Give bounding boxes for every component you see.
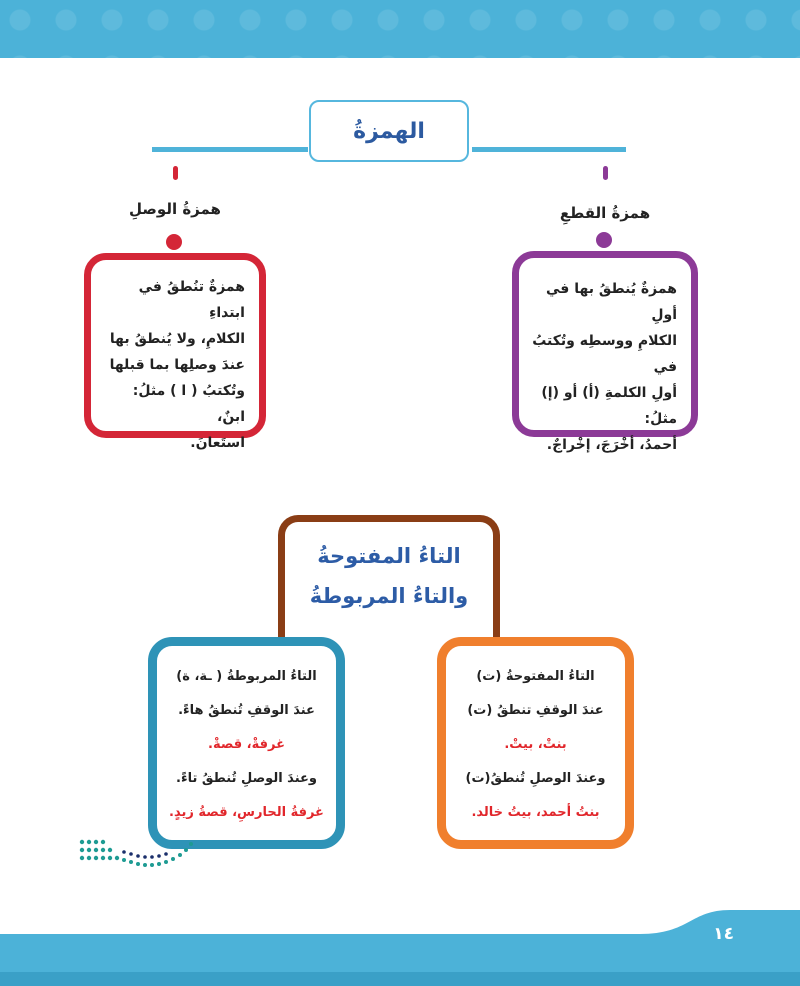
qat-line: أحمدُ، أخْرَجَ، إخْراجٌ. [546,437,677,453]
header-band [0,0,800,58]
qat-line: أولِ الكلمةِ (أ) أو (إ) مثلُ: [541,385,677,427]
maftuha-rule1: عندَ الوقفِ تنطقُ (ت) [467,703,604,718]
marbuta-heading: التاءُ المربوطةُ ( ـة، ة) [176,669,317,684]
maftuha-example1: بنتْ، بيتْ. [504,737,567,752]
maftuha-heading: التاءُ المفتوحةُ (ت) [476,669,595,684]
ministry-logo [78,836,198,876]
hamza-title: الهمزةُ [353,118,425,144]
wasl-line: الكلامِ، ولا يُنطقُ بها [109,331,245,347]
wasl-dot [166,234,182,250]
wasl-box [84,253,266,451]
qat-marker [603,166,608,180]
wasl-line: وتُكتبُ ( ا ) مثلُ: ابنٌ، [132,383,245,425]
footer-band [0,910,800,986]
qat-line: الكلامِ ووسطِه وتُكتبُ في [532,333,677,375]
marbuta-box [148,637,345,849]
taa-title-line1: التاءُ المفتوحةُ [317,544,461,568]
qat-box [512,251,698,453]
marbuta-example1: غرفةْ، قصةْ. [208,737,285,752]
page-number: ١٤ [713,924,734,944]
connector-line-right [472,147,626,152]
connector-line-left [152,147,308,152]
qat-label: همزةُ القطعِ [559,204,651,222]
maftuha-rule2: وعندَ الوصلِ تُنطقُ(ت) [465,771,606,786]
marbuta-rule2: وعندَ الوصلِ تُنطقُ تاءً. [176,771,317,786]
marbuta-example2: غرفةُ الحارسِ، قصةُ زيدٍ. [169,805,324,820]
maftuha-box [437,637,634,849]
wasl-marker [173,166,178,180]
wasl-line: عندَ وصلِها بما قبلها [109,357,245,373]
wasl-line: استَعانَ. [190,435,245,451]
marbuta-rule1: عندَ الوقفِ تُنطقُ هاءً. [178,703,315,718]
hamza-title-box [309,100,469,162]
wasl-line: همزةٌ تنُطقُ في ابتداءِ [138,279,245,321]
qat-dot [596,232,612,248]
wasl-label: همزةُ الوصلِ [129,200,221,218]
qat-line: همزةٌ يُنطقُ بها في أولِ [545,281,677,323]
taa-title-line2: والتاءُ المربوطةُ [309,584,469,608]
taa-title-box [278,515,500,641]
maftuha-example2: بنتُ أحمد، بيتُ خالد. [471,805,600,820]
